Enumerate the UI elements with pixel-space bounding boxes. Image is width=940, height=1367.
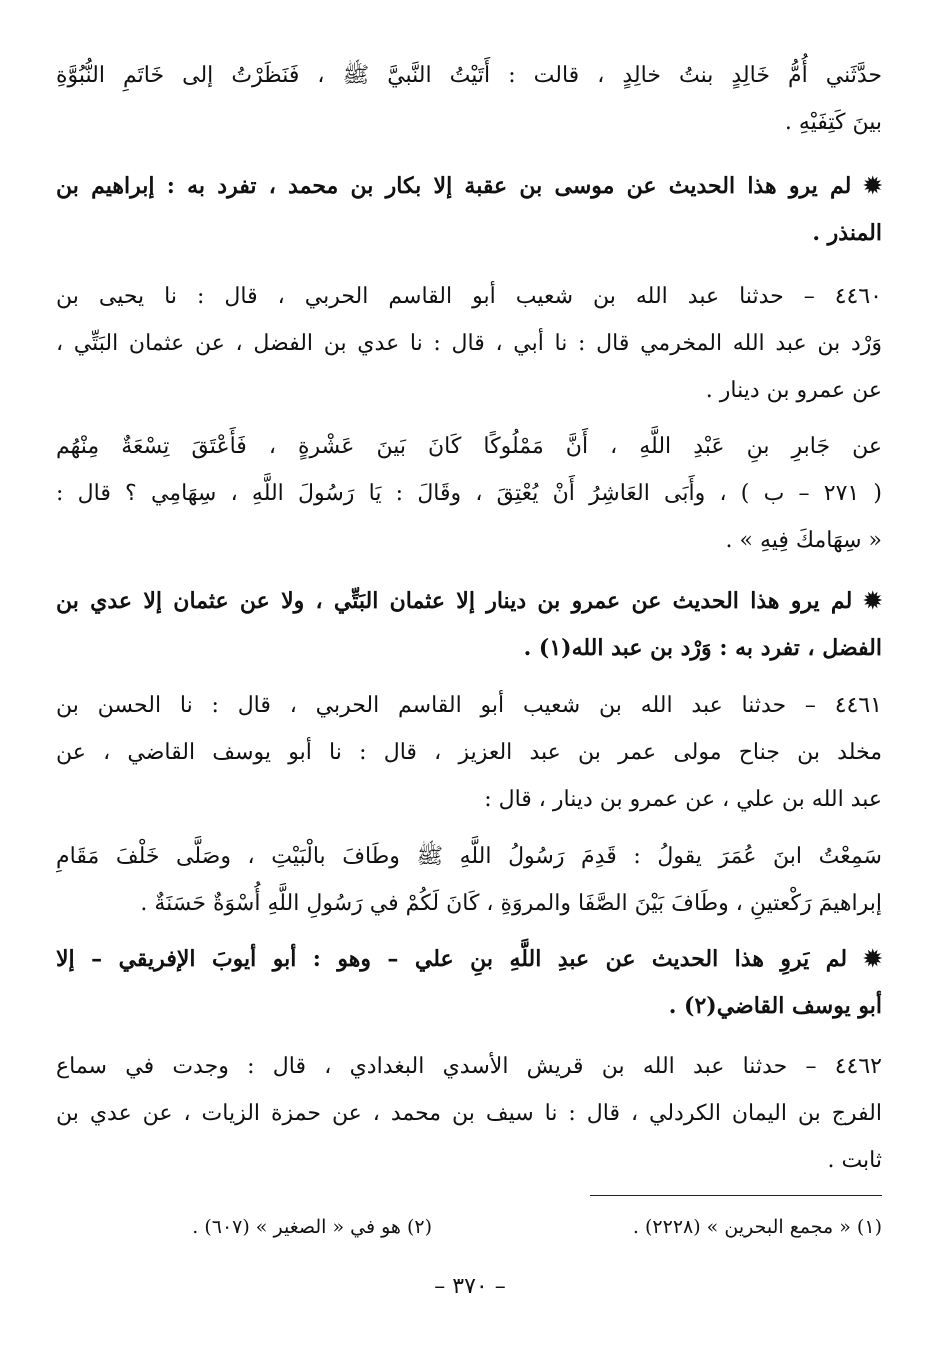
commentary-block (56, 163, 882, 257)
text-line: سَمِعْتُ ابنَ عُمَرَ يقولُ : قَدِمَ رَسُولُ اللَّهِ ﷺ وطَافَ بالْبَيْتِ ، وصَلَّى خَلْفَ مَقَامِ (56, 844, 882, 869)
text-line: الفرج بن اليمان الكردلي ، قال : نا سيف بن محمد ، عن حمزة الزيات ، عن عدي بن (56, 1101, 882, 1126)
commentary-block (56, 578, 882, 672)
text-line: عن جَابرِ بنِ عَبْدِ اللَّهِ ، أَنَّ مَمْلُوكًا كَانَ بَينَ عَشْرةٍ ، فَأَعْتَقَ تِسْعَةٌ مِنْهُم (56, 434, 882, 459)
commentary-block (56, 936, 882, 1030)
text-line: ✹ لم يرو هذا الحديث عن عمرو بن دينار إلا عثمان البَتِّي ، ولا عن عثمان إلا عدي بن (56, 588, 882, 614)
text-line: أبو يوسف القاضي(٢) . (668, 993, 882, 1019)
page-number: – ٣٧٠ – (434, 1274, 506, 1299)
text-line: حدَّثَني أُمُّ خَالِدٍ بنتُ خالِدٍ ، قالت : أَتَيْتُ النَّبيَّ ﷺ ، فَنَظَرْتُ إلى خَاتَمِ النُّبُوَّةِ (56, 63, 882, 88)
text-line: ٤٤٦٠ – حدثنا عبد الله بن شعيب أبو القاسم الحربي ، قال : نا يحيى بن (56, 284, 882, 309)
text-block (56, 682, 882, 823)
footnote-1: (١) « مجمع البحرين » (٢٢٢٨) . (632, 1216, 882, 1238)
text-line: ٤٤٦١ – حدثنا عبد الله بن شعيب أبو القاسم الحربي ، قال : نا الحسن بن (56, 693, 882, 718)
text-line: إبراهيمَ رَكْعتينِ ، وطَافَ بَيْنَ الصَّفَا والمروَةِ ، كَانَ لَكُمْ في رَسُولِ اللَّهِ أُسْوَةٌ حَسَنَةٌ . (140, 891, 882, 916)
text-block (56, 52, 882, 146)
text-block (56, 833, 882, 927)
text-block (56, 423, 882, 564)
text-block (56, 273, 882, 414)
text-line: المنذر . (812, 220, 882, 246)
text-line: عبد الله بن علي ، عن عمرو بن دينار ، قال : (484, 787, 882, 812)
text-line: وَرْد بن عبد الله المخرمي قال : نا أبي ، قال : نا عدي بن الفضل ، عن عثمان البَتِّي ، (56, 331, 882, 356)
text-block (56, 1043, 882, 1184)
text-line: ( ٢٧١ – ب ) ، وأَبَى العَاشِرُ أَنْ يُعْتِقَ ، وقَالَ : يَا رَسُولَ اللَّهِ ، سِهَامِي ؟ قال : (56, 481, 882, 506)
footnote-separator (590, 1195, 882, 1196)
text-line: ثابت . (827, 1148, 882, 1173)
text-line: الفضل ، تفرد به : وَرْد بن عبد الله(١) . (523, 635, 882, 661)
text-line: « سِهَامكَ فِيهِ » . (725, 528, 882, 553)
footnote-2: (٢) هو في « الصغير » (٦٠٧) . (192, 1216, 432, 1238)
text-line: ✹ لم يَروِ هذا الحديث عن عبدِ اللَّهِ بنِ علي – وهو : أبو أيوبَ الإفريقي – إلا (56, 946, 882, 972)
text-line: عن عمرو بن دينار . (705, 378, 882, 403)
text-line: مخلد بن جناح مولى عمر بن عبد العزيز ، قال : نا أبو يوسف القاضي ، عن (56, 740, 882, 765)
text-line: ✹ لم يرو هذا الحديث عن موسى بن عقبة إلا بكار بن محمد ، تفرد به : إبراهيم بن (56, 173, 882, 199)
text-line: بينَ كَتِفَيْهِ . (784, 110, 882, 135)
text-line: ٤٤٦٢ – حدثنا عبد الله بن قريش الأسدي البغدادي ، قال : وجدت في سماع (56, 1054, 882, 1079)
